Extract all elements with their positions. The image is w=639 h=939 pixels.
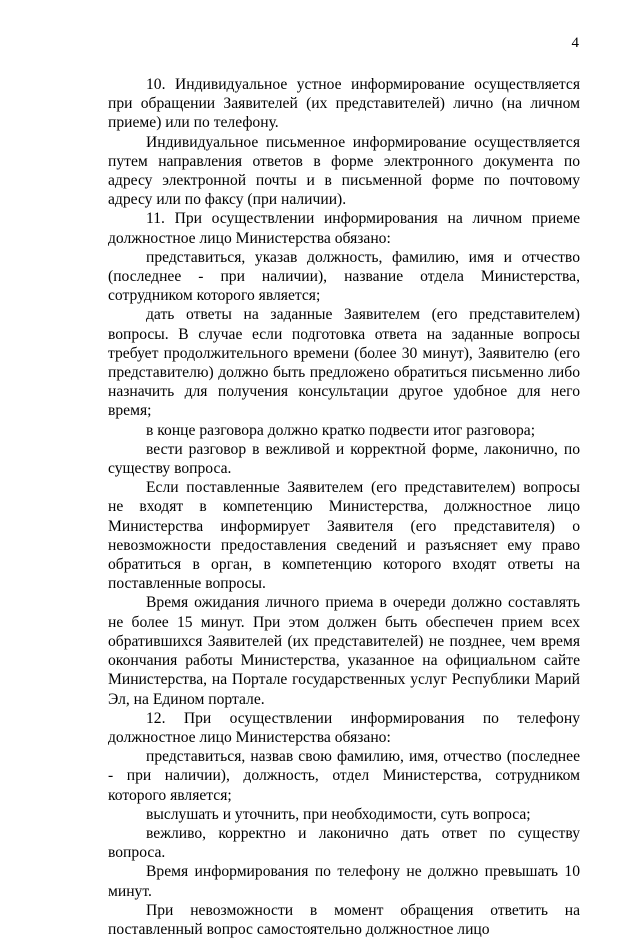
paragraph: выслушать и уточнить, при необходимости, суть вопроса;: [146, 805, 531, 823]
paragraph: в конце разговора должно кратко подвести итог разговора;: [146, 421, 536, 439]
paragraph: 10. Индивидуальное устное информирование осуществляется при обращении Заявителей (их представителей) лично (на личном приеме) или по телефону.: [108, 76, 580, 132]
paragraph: Время информирования по телефону не должно превышать 10 минут.: [108, 863, 580, 900]
page-number: 4: [571, 35, 579, 51]
paragraph: вести разговор в вежливой и корректной форме, лаконично, по существу вопроса.: [108, 440, 580, 478]
paragraph: дать ответы на заданные Заявителем (его представителем) вопросы. В случае если подготовка ответа на заданные вопросы требует продолжительного времени (более 30 минут), Заявителю (его представителю) должно быть предложено обратиться письменно либо назначить для получения консультации другое удобное для него время;: [108, 306, 580, 420]
paragraph: Индивидуальное письменное информирование осуществляется путем направления ответов в форме электронного документа по адресу электронной почты и в письменной форме по почтовому адресу или по факсу (при наличии).: [108, 133, 580, 209]
paragraph: представиться, указав должность, фамилию, имя и отчество (последнее - при наличии), название отдела Министерства, сотрудником которого является;: [108, 248, 580, 305]
paragraph: Время ожидания личного приема в очереди должно составлять не более 15 минут. При этом должен быть обеспечен прием всех обратившихся Заявителей (их представителей) не позднее, чем время окончания работы Министерства, указанное на официальном сайте Министерства, на Портале государственных услуг Республики Марий Эл, на Едином портале.: [108, 594, 580, 708]
paragraph: представиться, назвав свою фамилию, имя, отчество (последнее - при наличии), должность, отдел Министерства, сотрудником которого является;: [108, 748, 580, 804]
paragraph: При невозможности в момент обращения ответить на поставленный вопрос самостоятельно должностное лицо: [108, 901, 580, 938]
paragraph: Если поставленные Заявителем (его представителем) вопросы не входят в компетенцию Министерства, должностное лицо Министерства информирует Заявителя (его представителя) о невозможности предоставления сведений и разъясняет ему право обратиться в орган, в компетенцию которого входят ответы на поставленные вопросы.: [108, 479, 580, 593]
paragraph: 12. При осуществлении информирования по телефону должностное лицо Министерства обязано:: [108, 709, 580, 746]
body-text: [108, 75, 580, 939]
paragraph: вежливо, корректно и лаконично дать ответ по существу вопроса.: [108, 824, 580, 862]
paragraph: 11. При осуществлении информирования на личном приеме должностное лицо Министерства обязано:: [108, 210, 580, 247]
